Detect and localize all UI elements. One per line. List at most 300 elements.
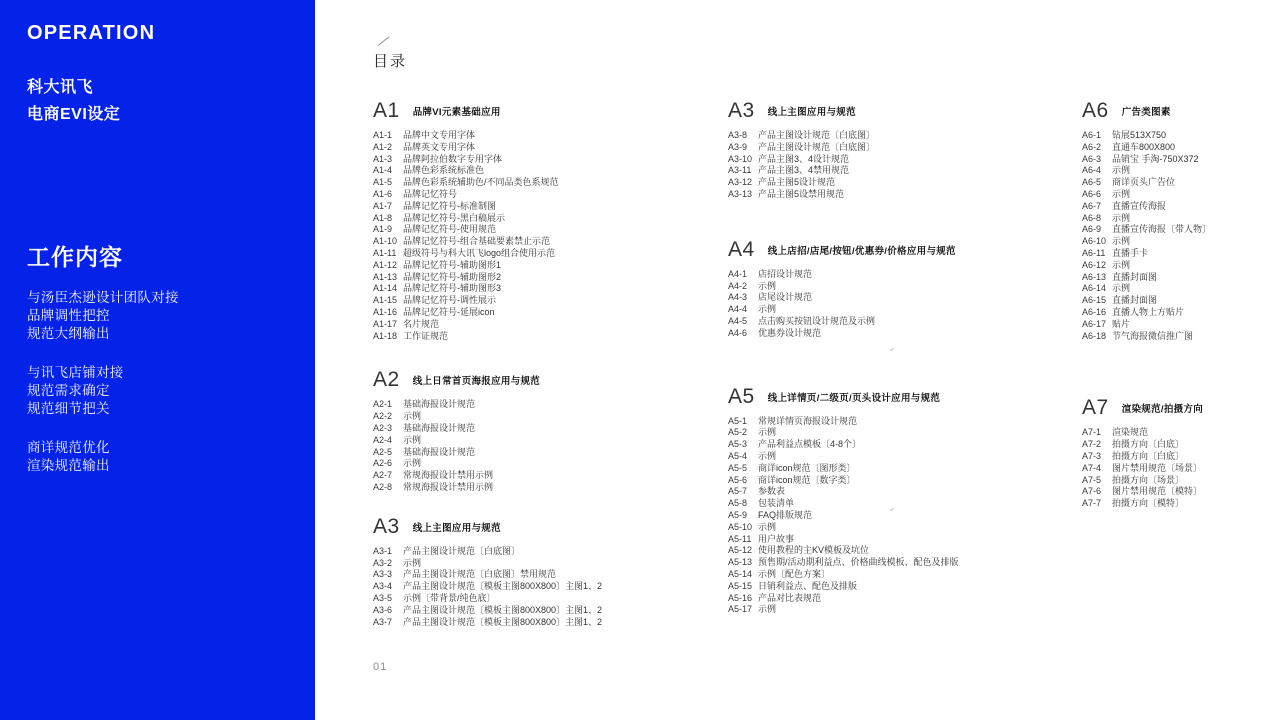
toc-item-code: A6-14 <box>1082 283 1107 294</box>
toc-section-header <box>728 239 1082 260</box>
toc-item <box>728 557 1082 569</box>
toc-item-label: 示例〔带背景/纯色底〕 <box>403 592 496 603</box>
toc-item <box>373 482 728 494</box>
toc-item-label: 贴片 <box>1112 318 1131 329</box>
toc-item-label: 拍摄方向〔白底〕 <box>1112 439 1185 450</box>
toc-item-label: 产品主图设计规范〔模板主图800X800〕主图1、2 <box>403 581 603 592</box>
toc-item <box>728 581 1082 593</box>
toc-section-title: 线上主图应用与规范 <box>767 107 856 118</box>
toc-item-label: 节气海报微信推广图 <box>1112 330 1194 341</box>
toc-section-title: 品牌VI元素基础应用 <box>412 107 501 118</box>
toc-item-label: 示例 <box>1112 212 1131 223</box>
toc-item <box>1082 486 1280 498</box>
toc-column-2 <box>728 100 1082 616</box>
toc-item-label: 示例 <box>403 557 422 568</box>
toc-item <box>728 534 1082 546</box>
toc-item-code: A1-12 <box>373 259 398 270</box>
toc-item-label: 使用教程的主KV模板及坑位 <box>758 545 870 556</box>
toc-item-label: 直通车800X800 <box>1112 141 1176 152</box>
toc-item-label: 品牌色彩系统标准色 <box>403 165 485 176</box>
toc-item-code: A7-1 <box>1082 427 1102 438</box>
toc-item <box>1082 283 1280 295</box>
toc-item <box>728 593 1082 605</box>
toc-item-code: A6-3 <box>1082 153 1102 164</box>
toc-item <box>728 304 1082 316</box>
toc-item-label: 示例 <box>1112 283 1131 294</box>
toc-item <box>728 545 1082 557</box>
sidebar <box>0 0 315 720</box>
toc-item-label: 示例 <box>1112 259 1131 270</box>
toc-item-code: A1-17 <box>373 318 398 329</box>
sidebar-title-line-1: 科大讯飞 <box>27 79 94 96</box>
toc-item-code: A6-2 <box>1082 141 1102 152</box>
toc-item-label: 品牌色彩系统辅助色/不同品类色系规范 <box>403 177 559 188</box>
toc-item-label: 商详页头广告位 <box>1112 177 1176 188</box>
toc-item-label: 渲染规范 <box>1112 427 1149 438</box>
toc-item-code: A6-1 <box>1082 130 1102 140</box>
toc-item-label: 优惠券设计规范 <box>758 327 822 338</box>
toc-item-label: 拍摄方向〔白底〕 <box>1112 450 1185 461</box>
toc-item-code: A1-7 <box>373 200 393 211</box>
toc-section-title: 线上日常首页海报应用与规范 <box>412 376 541 388</box>
toc-item <box>373 177 728 189</box>
toc-section-letter: A6 <box>1082 99 1109 122</box>
toc-section-letter: A3 <box>728 99 755 122</box>
toc-item-label: 钻展513X750 <box>1112 130 1167 140</box>
toc-item-label: 示例 <box>758 304 777 315</box>
toc-item-label: 产品主图5设禁用规范 <box>758 188 845 199</box>
toc-item-label: 店招设计规范 <box>758 268 813 279</box>
toc-item-code: A7-4 <box>1082 462 1102 473</box>
toc-item-code: A5-9 <box>728 509 748 520</box>
toc-section-header <box>1082 397 1280 418</box>
toc-section-header <box>728 386 1082 407</box>
toc-item-code: A6-9 <box>1082 224 1102 235</box>
toc-item-label: 示例〔配色方案〕 <box>758 568 831 579</box>
toc-item-code: A4-6 <box>728 327 748 338</box>
toc-item <box>1082 130 1280 142</box>
toc-item-code: A7-5 <box>1082 474 1102 485</box>
toc-item <box>728 416 1082 428</box>
toc-item-code: A1-6 <box>373 188 393 199</box>
toc-item <box>728 292 1082 304</box>
toc-item <box>373 260 728 272</box>
toc-item-code: A5-14 <box>728 568 753 579</box>
toc-item-code: A4-5 <box>728 315 748 326</box>
toc-item-code: A5-2 <box>728 427 748 438</box>
toc-item <box>1082 260 1280 272</box>
toc-item-label: 直播封面图 <box>1112 271 1158 282</box>
toc-item <box>373 142 728 154</box>
toc-item-label: 产品主图设计规范〔白底图〕 <box>758 130 876 140</box>
toc-item-label: 品牌英文专用字体 <box>403 141 476 152</box>
toc-item-label: 常规海报设计禁用示例 <box>403 470 494 481</box>
toc-item <box>1082 165 1280 177</box>
toc-item-label: 品牌记忆符号 <box>403 188 458 199</box>
toc-item-code: A6-17 <box>1082 318 1107 329</box>
toc-item-label: 品牌记忆符号-调性展示 <box>403 295 496 306</box>
slash-mark <box>378 37 390 47</box>
toc-item <box>728 439 1082 451</box>
toc-item-label: 商详icon规范〔图形类〕 <box>758 462 856 473</box>
toc-column-1 <box>373 100 728 628</box>
toc-item-code: A1-3 <box>373 153 393 164</box>
toc-item <box>373 189 728 201</box>
toc-item-label: 商详icon规范〔数字类〕 <box>758 474 856 485</box>
toc-item-label: 基础海报设计规范 <box>403 446 476 457</box>
toc-item <box>728 486 1082 498</box>
toc-item-code: A2-4 <box>373 434 393 445</box>
toc-item-code: A5-1 <box>728 415 748 426</box>
sidebar-title-line-2: 电商EVI设定 <box>27 106 121 123</box>
toc-item <box>728 522 1082 534</box>
toc-item-code: A2-2 <box>373 411 393 422</box>
toc-section-letter: A2 <box>373 368 400 392</box>
toc-item-label: 图片禁用规范〔场景〕 <box>1112 462 1203 473</box>
toc-item-label: 产品主图设计规范〔白底图〕禁用规范 <box>403 569 557 580</box>
toc-item-label: 示例 <box>403 458 422 469</box>
toc-item <box>1082 248 1280 260</box>
toc-item <box>728 281 1082 293</box>
toc-item <box>373 236 728 248</box>
toc-item-code: A5-4 <box>728 450 748 461</box>
toc-item <box>1082 331 1280 343</box>
toc-section-letter: A7 <box>1082 396 1109 420</box>
operation-logo: OPERATION <box>27 22 156 44</box>
toc-item-label: 工作证规范 <box>403 330 449 341</box>
toc-section-letter: A4 <box>728 237 755 261</box>
toc-item-label: 产品主图5设计规范 <box>758 177 836 188</box>
toc-item-label: 产品主图3、4禁用规范 <box>758 165 850 176</box>
toc-item-label: 品牌记忆符号-辅助图形1 <box>403 259 502 270</box>
toc-item-code: A3-11 <box>728 165 752 176</box>
toc-item-label: 示例 <box>758 450 777 461</box>
toc-item <box>728 604 1082 616</box>
toc-item <box>373 423 728 435</box>
toc-item-label: 用户故事 <box>758 533 795 544</box>
work-heading: 工作内容 <box>27 244 123 270</box>
toc-item-label: 日销利益点、配色及排版 <box>758 580 858 591</box>
toc-item-code: A5-5 <box>728 462 748 473</box>
work-group <box>27 364 295 418</box>
toc-item-label: 常规海报设计禁用示例 <box>403 481 494 492</box>
toc-item-label: 预售期/活动期利益点、价格曲线模板、配色及排版 <box>758 557 959 568</box>
toc-item-label: 产品主图设计规范〔模板主图800X800〕主图1、2 <box>403 616 603 627</box>
toc-item-code: A2-7 <box>373 470 393 481</box>
toc-item <box>728 316 1082 328</box>
toc-item <box>373 581 728 593</box>
toc-item <box>1082 142 1280 154</box>
toc-item <box>373 435 728 447</box>
toc-item <box>373 447 728 459</box>
toc-item <box>728 130 1082 142</box>
toc-item-code: A7-2 <box>1082 439 1102 450</box>
toc-item-code: A7-7 <box>1082 498 1102 509</box>
toc-item-code: A6-10 <box>1082 236 1107 247</box>
toc-item-code: A3-13 <box>728 188 753 199</box>
toc-item-label: 直播宣传海报〔带人物〕 <box>1112 224 1212 235</box>
toc-item-label: 点击购买按钮设计规范及示例 <box>758 315 876 326</box>
toc-item <box>373 458 728 470</box>
toc-item <box>373 569 728 581</box>
toc-item-code: A1-13 <box>373 271 398 282</box>
work-item: 渲染规范输出 <box>27 458 110 473</box>
toc-item-label: 示例 <box>758 521 777 532</box>
toc-item-code: A5-15 <box>728 580 753 591</box>
toc-item-code: A3-10 <box>728 153 753 164</box>
toc-item-label: 名片规范 <box>403 318 440 329</box>
toc-section-title: 线上详情页/二级页/页头设计应用与规范 <box>767 392 941 404</box>
toc-section-a1 <box>373 100 728 342</box>
toc-item-label: 示例 <box>758 427 777 438</box>
toc-item-label: 示例 <box>1112 165 1131 176</box>
toc-item <box>728 510 1082 522</box>
toc-item <box>728 569 1082 581</box>
toc-item-label: 品销宝 手淘-750X372 <box>1112 153 1199 164</box>
toc-item <box>728 177 1082 189</box>
work-item: 商详规范优化 <box>27 440 110 455</box>
toc-item-label: FAQ排版规范 <box>758 509 813 520</box>
toc-item-code: A3-2 <box>373 557 393 568</box>
toc-item-label: 参数表 <box>758 486 786 497</box>
toc-item <box>728 427 1082 439</box>
toc-item-label: 包装清单 <box>758 498 795 509</box>
toc-section-header <box>373 100 728 121</box>
toc-section-letter: A5 <box>728 384 755 408</box>
toc-item-label: 直播人物上方贴片 <box>1112 306 1185 317</box>
toc-item-code: A3-3 <box>373 569 393 580</box>
toc-item-code: A5-7 <box>728 486 748 497</box>
work-group <box>27 439 295 475</box>
toc-item <box>728 154 1082 166</box>
toc-item-code: A1-18 <box>373 330 398 341</box>
toc-item <box>728 498 1082 510</box>
toc-item <box>373 283 728 295</box>
toc-item-code: A5-16 <box>728 592 753 603</box>
toc-item-code: A5-13 <box>728 557 753 568</box>
toc-item <box>373 295 728 307</box>
toc-item <box>373 331 728 343</box>
toc-item <box>373 411 728 423</box>
toc-item-code: A5-8 <box>728 498 748 509</box>
toc-item-label: 直播封面图 <box>1112 295 1158 306</box>
toc-item <box>1082 272 1280 284</box>
toc-section-header <box>728 100 1082 121</box>
toc-item-code: A5-6 <box>728 474 748 485</box>
toc-item <box>1082 236 1280 248</box>
toc-item-code: A6-8 <box>1082 212 1102 223</box>
toc-item-code: A3-7 <box>373 616 393 627</box>
page-title: 目录 <box>373 53 408 70</box>
toc-item <box>1082 201 1280 213</box>
toc-column-3 <box>1082 100 1280 510</box>
toc-item <box>1082 319 1280 331</box>
sidebar-title <box>27 74 295 128</box>
work-item: 规范大纲输出 <box>27 326 110 341</box>
toc-item <box>1082 213 1280 225</box>
toc-item-label: 图片禁用规范〔模特〕 <box>1112 486 1203 497</box>
toc-item-code: A1-14 <box>373 283 398 294</box>
toc-item <box>728 189 1082 201</box>
toc-item-code: A1-5 <box>373 177 393 188</box>
toc-item-code: A1-10 <box>373 236 398 247</box>
toc-item-code: A6-5 <box>1082 177 1102 188</box>
toc-item-label: 产品主图设计规范〔模板主图800X800〕主图1、2 <box>403 604 603 615</box>
toc-section-title: 渲染规范/拍摄方向 <box>1121 404 1204 416</box>
toc-item-label: 直播宣传海报 <box>1112 200 1167 211</box>
toc-section-header <box>373 516 728 537</box>
toc-item-code: A5-12 <box>728 545 753 556</box>
toc-section-header <box>373 369 728 390</box>
toc-item-code: A4-2 <box>728 280 748 291</box>
toc-item <box>1082 451 1280 463</box>
toc-item-label: 产品主图设计规范〔白底图〕 <box>403 545 521 556</box>
toc-item-label: 品牌记忆符号-延展icon <box>403 306 495 317</box>
toc-item <box>373 307 728 319</box>
toc-item-code: A3-6 <box>373 604 393 615</box>
toc-item-label: 示例 <box>403 411 422 422</box>
toc-section-a3 <box>728 100 1082 201</box>
toc-item-code: A5-17 <box>728 604 753 615</box>
toc-item-code: A1-15 <box>373 295 398 306</box>
toc-item <box>373 213 728 225</box>
toc-item-label: 品牌记忆符号-辅助图形2 <box>403 271 502 282</box>
toc-item-label: 品牌中文专用字体 <box>403 130 476 140</box>
toc-item <box>373 558 728 570</box>
toc-item-label: 品牌记忆符号-辅助图形3 <box>403 283 502 294</box>
toc-item-label: 示例 <box>758 280 777 291</box>
toc-item <box>373 154 728 166</box>
toc-item-label: 拍摄方向〔模特〕 <box>1112 498 1185 509</box>
toc-item <box>373 165 728 177</box>
toc-item-label: 店尾设计规范 <box>758 292 813 303</box>
toc-item-code: A1-16 <box>373 306 398 317</box>
toc-item-label: 示例 <box>403 434 422 445</box>
toc-item-code: A2-8 <box>373 481 393 492</box>
toc-item <box>373 470 728 482</box>
toc-columns <box>373 100 1280 628</box>
toc-item-code: A3-12 <box>728 177 753 188</box>
toc-section-a5 <box>728 386 1082 617</box>
toc-item-code: A6-18 <box>1082 330 1107 341</box>
toc-section-a3 <box>373 516 728 629</box>
toc-item-label: 示例 <box>758 604 777 615</box>
work-item: 与讯飞店铺对接 <box>27 365 124 380</box>
work-item: 规范需求确定 <box>27 383 110 398</box>
toc-item-label: 产品利益点模板〔4-8个〕 <box>758 439 862 450</box>
toc-item <box>728 451 1082 463</box>
toc-item <box>373 319 728 331</box>
toc-item-label: 拍摄方向〔场景〕 <box>1112 474 1185 485</box>
toc-item <box>1082 498 1280 510</box>
toc-item <box>373 605 728 617</box>
toc-item-code: A3-9 <box>728 141 748 152</box>
toc-item-code: A4-3 <box>728 292 748 303</box>
toc-item-label: 品牌记忆符号-使用规范 <box>403 224 496 235</box>
toc-item-code: A7-6 <box>1082 486 1102 497</box>
toc-item-code: A6-12 <box>1082 259 1107 270</box>
toc-item <box>1082 177 1280 189</box>
toc-item-code: A6-11 <box>1082 247 1106 258</box>
toc-item <box>1082 475 1280 487</box>
toc-item <box>373 272 728 284</box>
toc-item-code: A2-1 <box>373 399 393 410</box>
toc-item-label: 基础海报设计规范 <box>403 399 476 410</box>
toc-section-letter: A3 <box>373 514 400 538</box>
toc-item <box>1082 154 1280 166</box>
sidebar-work-groups <box>27 289 295 475</box>
work-item: 与汤臣杰逊设计团队对接 <box>27 290 179 305</box>
toc-item-code: A6-6 <box>1082 188 1102 199</box>
toc-item-code: A2-3 <box>373 422 393 433</box>
toc-item-label: 示例 <box>1112 188 1131 199</box>
toc-section-title: 线上主图应用与规范 <box>412 522 501 534</box>
toc-item-label: 超级符号与科大讯飞logo组合使用示范 <box>403 247 556 258</box>
toc-item <box>1082 463 1280 475</box>
toc-item <box>1082 427 1280 439</box>
toc-item-label: 产品主图设计规范〔白底图〕 <box>758 141 876 152</box>
toc-item-label: 品牌记忆符号-组合基础要素禁止示范 <box>403 236 550 247</box>
toc-item-label: 直播手卡 <box>1112 247 1149 258</box>
toc-item <box>373 248 728 260</box>
toc-item <box>728 142 1082 154</box>
toc-item-code: A6-4 <box>1082 165 1102 176</box>
toc-item-code: A1-4 <box>373 165 393 176</box>
toc-item <box>373 224 728 236</box>
toc-item-label: 品牌记忆符号-黑白稿展示 <box>403 212 505 223</box>
work-item: 规范细节把关 <box>27 401 110 416</box>
toc-item <box>373 399 728 411</box>
toc-item <box>728 269 1082 281</box>
toc-item <box>1082 307 1280 319</box>
toc-item <box>373 201 728 213</box>
toc-item-code: A5-3 <box>728 439 748 450</box>
toc-item <box>373 617 728 629</box>
toc-section-title: 线上店招/店尾/按钮/优惠券/价格应用与规范 <box>767 245 956 257</box>
toc-item <box>728 328 1082 340</box>
toc-item-code: A4-1 <box>728 268 748 279</box>
toc-item-code: A3-4 <box>373 581 393 592</box>
toc-item-label: 产品对比表规范 <box>758 592 822 603</box>
toc-item <box>373 130 728 142</box>
toc-item-code: A4-4 <box>728 304 748 315</box>
work-group <box>27 289 295 343</box>
toc-item-code: A2-6 <box>373 458 393 469</box>
toc-item-code: A6-13 <box>1082 271 1107 282</box>
toc-section-header <box>1082 100 1280 121</box>
toc-item-code: A1-2 <box>373 141 393 152</box>
page-number: 01 <box>373 661 388 673</box>
toc-item-code: A1-1 <box>373 130 393 140</box>
toc-item <box>1082 189 1280 201</box>
toc-section-title: 广告类图素 <box>1121 107 1171 118</box>
toc-item-label: 基础海报设计规范 <box>403 422 476 433</box>
toc-item-label: 品牌阿拉伯数字专用字体 <box>403 153 503 164</box>
work-item: 品牌调性把控 <box>27 308 110 323</box>
toc-item-code: A3-1 <box>373 545 393 556</box>
toc-item-label: 示例 <box>1112 236 1131 247</box>
toc-item <box>1082 439 1280 451</box>
toc-item-code: A1-9 <box>373 224 393 235</box>
toc-item <box>728 165 1082 177</box>
toc-section-a4 <box>728 239 1082 340</box>
toc-item-code: A5-11 <box>728 533 752 544</box>
toc-item <box>1082 224 1280 236</box>
toc-section-letter: A1 <box>373 99 400 122</box>
toc-item-label: 品牌记忆符号-标准制图 <box>403 200 496 211</box>
toc-item-code: A1-11 <box>373 247 397 258</box>
toc-item-code: A3-8 <box>728 130 748 140</box>
